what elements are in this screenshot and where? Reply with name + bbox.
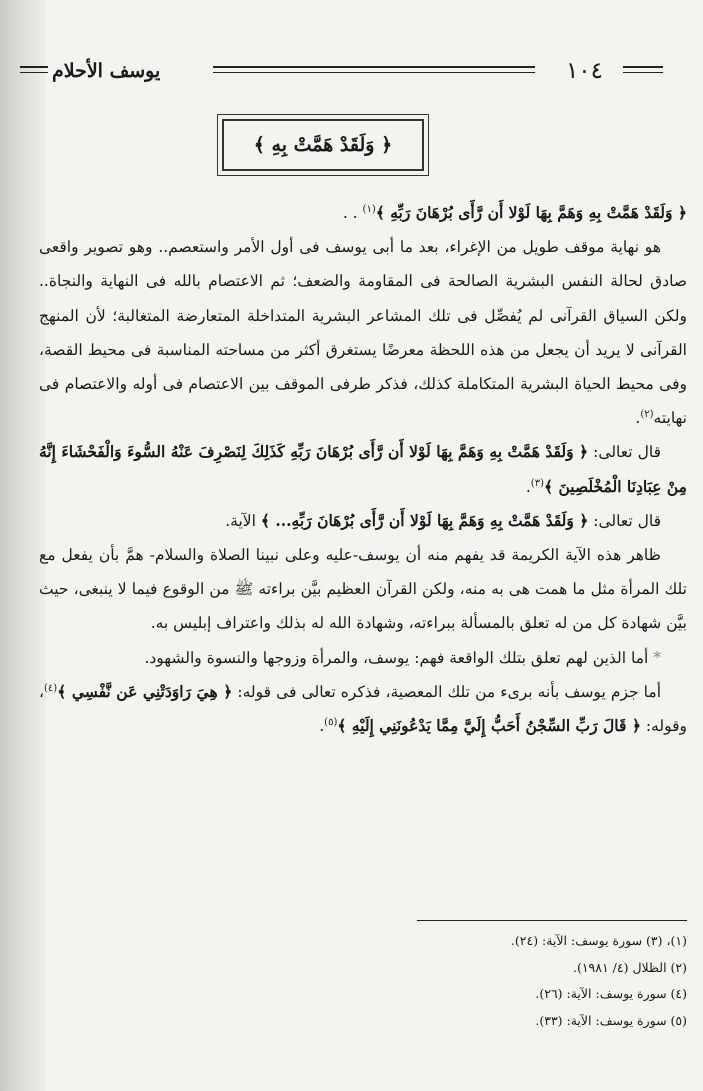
paragraph bbox=[39, 641, 687, 675]
paragraph-text: أما جزم يوسف بأنه برىء من تلك المعصية، فذكره تعالى فى قوله: bbox=[232, 682, 661, 701]
period: . bbox=[319, 717, 325, 736]
footnotes bbox=[39, 928, 687, 1034]
paragraph-text: ، وقوله: bbox=[39, 682, 687, 736]
paragraph-text: أما الذين لهم تعلق بتلك الواقعة فهم: يوسف، والمرأة وزوجها والنسوة والشهود. bbox=[144, 648, 649, 667]
page-number: ١٠٤ bbox=[565, 58, 603, 84]
footnote-ref: (٢) bbox=[640, 409, 654, 421]
paragraph bbox=[39, 504, 687, 538]
header-rule-left-thin bbox=[20, 72, 48, 73]
opening-verse bbox=[39, 196, 687, 230]
book-title: يوسف الأحلام bbox=[52, 60, 161, 82]
quran-verse: ﴿ وَلَقَدْ هَمَّتْ بِهِ وَهَمَّ بِهَا لَوْلا أَن رَّأَى بُرْهَانَ رَبِّهِ... ﴾ bbox=[260, 510, 589, 530]
footnote-ref: (١) bbox=[362, 203, 376, 215]
paragraph bbox=[39, 230, 687, 435]
header-rule-right bbox=[623, 66, 663, 68]
footnote-ref: (٥) bbox=[324, 716, 338, 728]
paragraph-text: قال تعالى: bbox=[588, 443, 661, 462]
paragraph bbox=[39, 435, 687, 503]
section-title: ﴿ وَلَقَدْ هَمَّتْ بِهِ ﴾ bbox=[222, 119, 424, 171]
period: . bbox=[525, 477, 531, 496]
star-bullet: * bbox=[653, 648, 661, 667]
paragraph bbox=[39, 675, 687, 743]
header-rule-left bbox=[20, 66, 48, 68]
footnote: (٥) سورة يوسف: الآية: (٣٣). bbox=[535, 1012, 687, 1028]
book-page bbox=[20, 0, 695, 1091]
footnote-ref: (٤) bbox=[44, 682, 58, 694]
paragraph bbox=[39, 538, 687, 641]
body-text bbox=[39, 196, 687, 743]
footnote: (٤) سورة يوسف: الآية: (٢٦). bbox=[535, 986, 687, 1001]
footnote: (٢) الظلال (٤/ ١٩٨١). bbox=[572, 959, 687, 975]
quran-verse: ﴿ وَلَقَدْ هَمَّتْ بِهِ وَهَمَّ بِهَا لَوْلا أَن رَّأَى بُرْهَانَ رَبِّهِ ﴾ bbox=[375, 203, 687, 222]
header-rule-right-thin bbox=[623, 72, 663, 73]
header-rule-middle bbox=[213, 66, 535, 68]
dots: . . bbox=[342, 204, 363, 222]
paragraph-text: قال تعالى: bbox=[588, 511, 661, 530]
paragraph-text: ظاهر هذه الآية الكريمة قد يفهم منه أن يوسف-عليه وعلى نبينا الصلاة والسلام- همَّ بأن يفعل مع تلك المرأة مثل ما همت هى به منه، ولكن القرآن العظيم بيَّن براءته ﷺ من الوقوع فيما لا ينبغى، حيث بيَّن شهادة كل من له تعلق بالمسألة ببراءته، وشهادة الله له بذلك واعتراف إبليس به. bbox=[39, 546, 687, 633]
quran-verse: ﴿ وَلَقَدْ هَمَّتْ بِهِ وَهَمَّ بِهَا لَوْلا أَن رَّأَى بُرْهَانَ رَبِّهِ كَذَلِكَ لِنَصْرِفَ عَنْهُ السُّوءَ وَالْفَحْشَاءَ إِنَّهُ مِنْ عِبَادِنَا الْمُخْلَصِينَ ﴾ bbox=[39, 442, 687, 496]
paragraph-text: هو نهاية موقف طويل من الإغراء، بعد ما أبى يوسف فى أول الأمر واستعصم.. وهو تصوير واقعى صادق لحالة النفس البشرية الصالحة فى المقاومة والضعف؛ ثم الاعتصام بالله فى النهاية والنجاة.. ولكن السياق القرآنى لم يُفصِّل فى تلك المشاعر البشرية المتداخلة المتعارضة المتغالبة؛ لأن المنهج القرآنى لا يريد أن يجعل من هذه اللحظة معرضًا يستغرق أكثر من مساحته المناسبة فى محيط القصة، وفى محيط الحياة البشرية المتكاملة كذلك، فذكر طرفى الموقف بين الاعتصام فى أوله والاعتصام فى نهايته bbox=[39, 238, 687, 428]
section-title-box bbox=[217, 114, 429, 176]
footnote-ref: (٣) bbox=[530, 477, 544, 489]
footnote-rule bbox=[417, 920, 687, 921]
footnote: (١)، (٣) سورة يوسف: الآية: (٢٤). bbox=[510, 933, 687, 948]
quran-verse: ﴿ قَالَ رَبِّ السِّجْنُ أَحَبُّ إِلَيَّ مِمَّا يَدْعُونَنِي إِلَيْهِ ﴾ bbox=[337, 716, 641, 736]
quran-verse: ﴿ هِيَ رَاوَدَتْنِي عَن نَّفْسِي ﴾ bbox=[57, 681, 233, 701]
period: . bbox=[635, 409, 641, 428]
header-rule-middle-thin bbox=[213, 72, 535, 73]
paragraph-text: الآية. bbox=[225, 511, 256, 530]
